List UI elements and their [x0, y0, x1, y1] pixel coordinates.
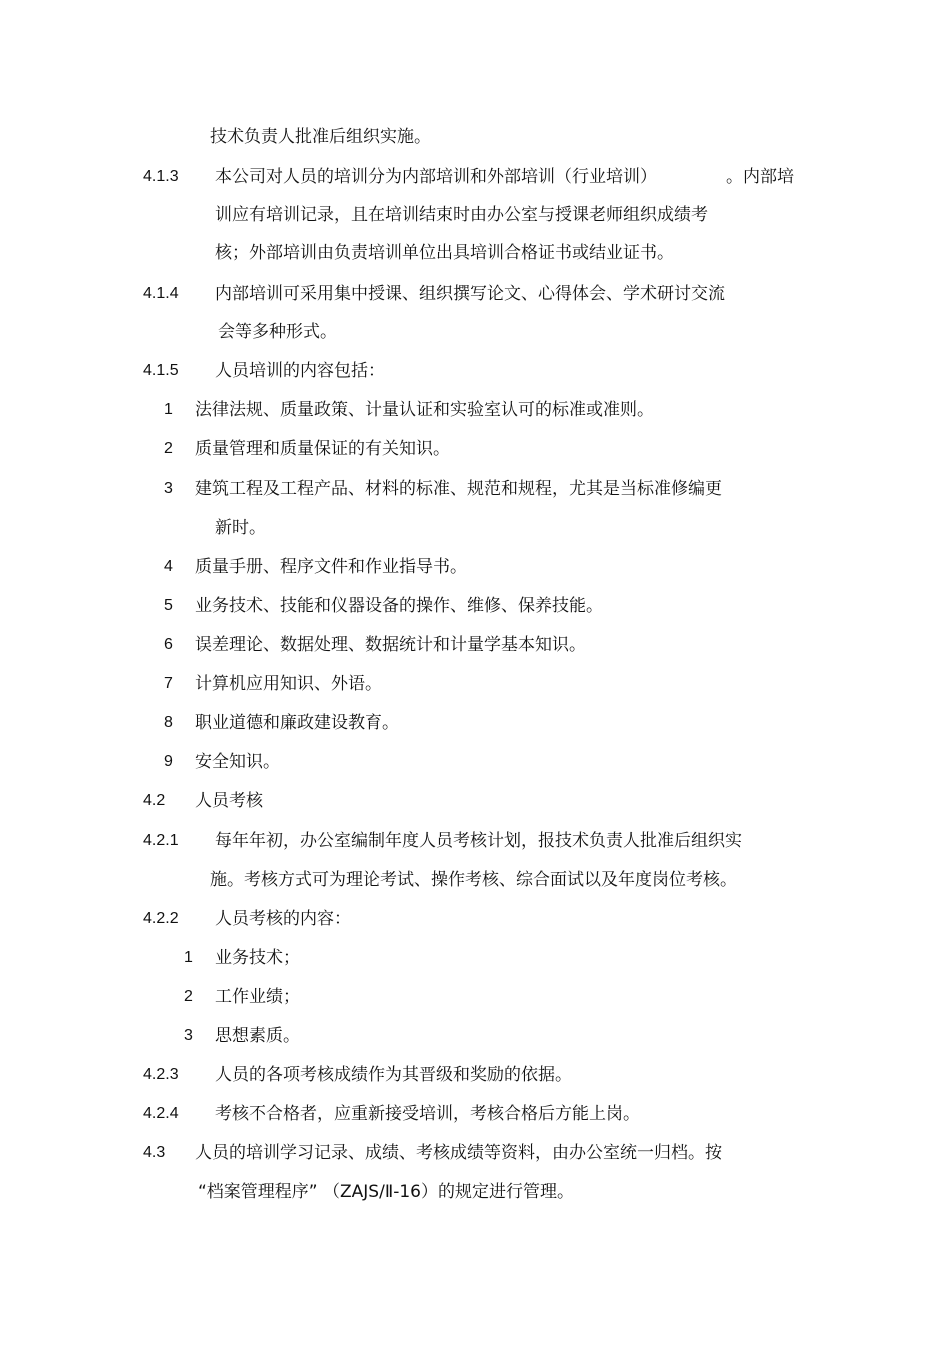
- list-item: 职业道德和廉政建设教育。: [195, 713, 399, 733]
- list-item: 计算机应用知识、外语。: [195, 674, 382, 694]
- list-item: 建筑工程及工程产品、材料的标准、规范和规程，尤其是当标准修编更: [195, 479, 722, 499]
- list-item: 安全知识。: [195, 752, 280, 772]
- section-heading: 人员考核: [195, 791, 263, 811]
- paragraph-line: 人员的各项考核成绩作为其晋级和奖励的依据。: [215, 1065, 572, 1085]
- paragraph-line: 人员培训的内容包括：: [215, 361, 385, 381]
- list-item: 法律法规、质量政策、计量认证和实验室认可的标准或准则。: [195, 400, 654, 420]
- paragraph-line: 每年年初，办公室编制年度人员考核计划，报技术负责人批准后组织实: [215, 831, 742, 851]
- list-number: 9: [164, 753, 173, 770]
- list-number: 2: [184, 988, 193, 1005]
- list-item: 业务技术；: [215, 948, 300, 968]
- list-item: 工作业绩；: [215, 987, 300, 1007]
- list-number: 1: [184, 949, 193, 966]
- list-number: 1: [164, 401, 173, 418]
- clause-number: 4.1.3: [143, 168, 179, 185]
- list-item-continuation: 新时。: [215, 518, 266, 538]
- list-item: 质量手册、程序文件和作业指导书。: [195, 557, 467, 577]
- list-number: 8: [164, 714, 173, 731]
- clause-number: 4.2.1: [143, 832, 179, 849]
- paragraph-line: “档案管理程序” （ZAJS/Ⅱ-16）的规定进行管理。: [198, 1182, 574, 1202]
- list-item: 业务技术、技能和仪器设备的操作、维修、保养技能。: [195, 596, 603, 616]
- list-number: 3: [184, 1027, 193, 1044]
- paragraph-line: 人员的培训学习记录、成绩、考核成绩等资料，由办公室统一归档。按: [195, 1143, 722, 1163]
- paragraph-line: 施。考核方式可为理论考试、操作考核、综合面试以及年度岗位考核。: [210, 870, 737, 890]
- list-number: 3: [164, 480, 173, 497]
- list-item: 误差理论、数据处理、数据统计和计量学基本知识。: [195, 635, 586, 655]
- paragraph-line: 考核不合格者，应重新接受培训，考核合格后方能上岗。: [215, 1104, 640, 1124]
- paragraph-line: 。内部培: [726, 167, 794, 187]
- paragraph-line: 技术负责人批准后组织实施。: [210, 127, 431, 147]
- clause-number: 4.2.4: [143, 1105, 179, 1122]
- paragraph-line: 人员考核的内容：: [215, 909, 351, 929]
- paragraph-line: 本公司对人员的培训分为内部培训和外部培训（行业培训）: [215, 167, 657, 187]
- list-item: 质量管理和质量保证的有关知识。: [195, 439, 450, 459]
- clause-number: 4.2.3: [143, 1066, 179, 1083]
- paragraph-line: 核；外部培训由负责培训单位出具培训合格证书或结业证书。: [215, 243, 674, 263]
- clause-number: 4.2.2: [143, 910, 179, 927]
- list-number: 6: [164, 636, 173, 653]
- clause-number: 4.1.5: [143, 362, 179, 379]
- section-number: 4.3: [143, 1144, 166, 1161]
- list-number: 7: [164, 675, 173, 692]
- paragraph-line: 内部培训可采用集中授课、组织撰写论文、心得体会、学术研讨交流: [215, 284, 725, 304]
- section-number: 4.2: [143, 792, 166, 809]
- clause-number: 4.1.4: [143, 285, 179, 302]
- paragraph-line: 训应有培训记录，且在培训结束时由办公室与授课老师组织成绩考: [215, 205, 708, 225]
- paragraph-line: 会等多种形式。: [218, 322, 337, 342]
- list-number: 5: [164, 597, 173, 614]
- list-item: 思想素质。: [215, 1026, 300, 1046]
- list-number: 2: [164, 440, 173, 457]
- list-number: 4: [164, 558, 173, 575]
